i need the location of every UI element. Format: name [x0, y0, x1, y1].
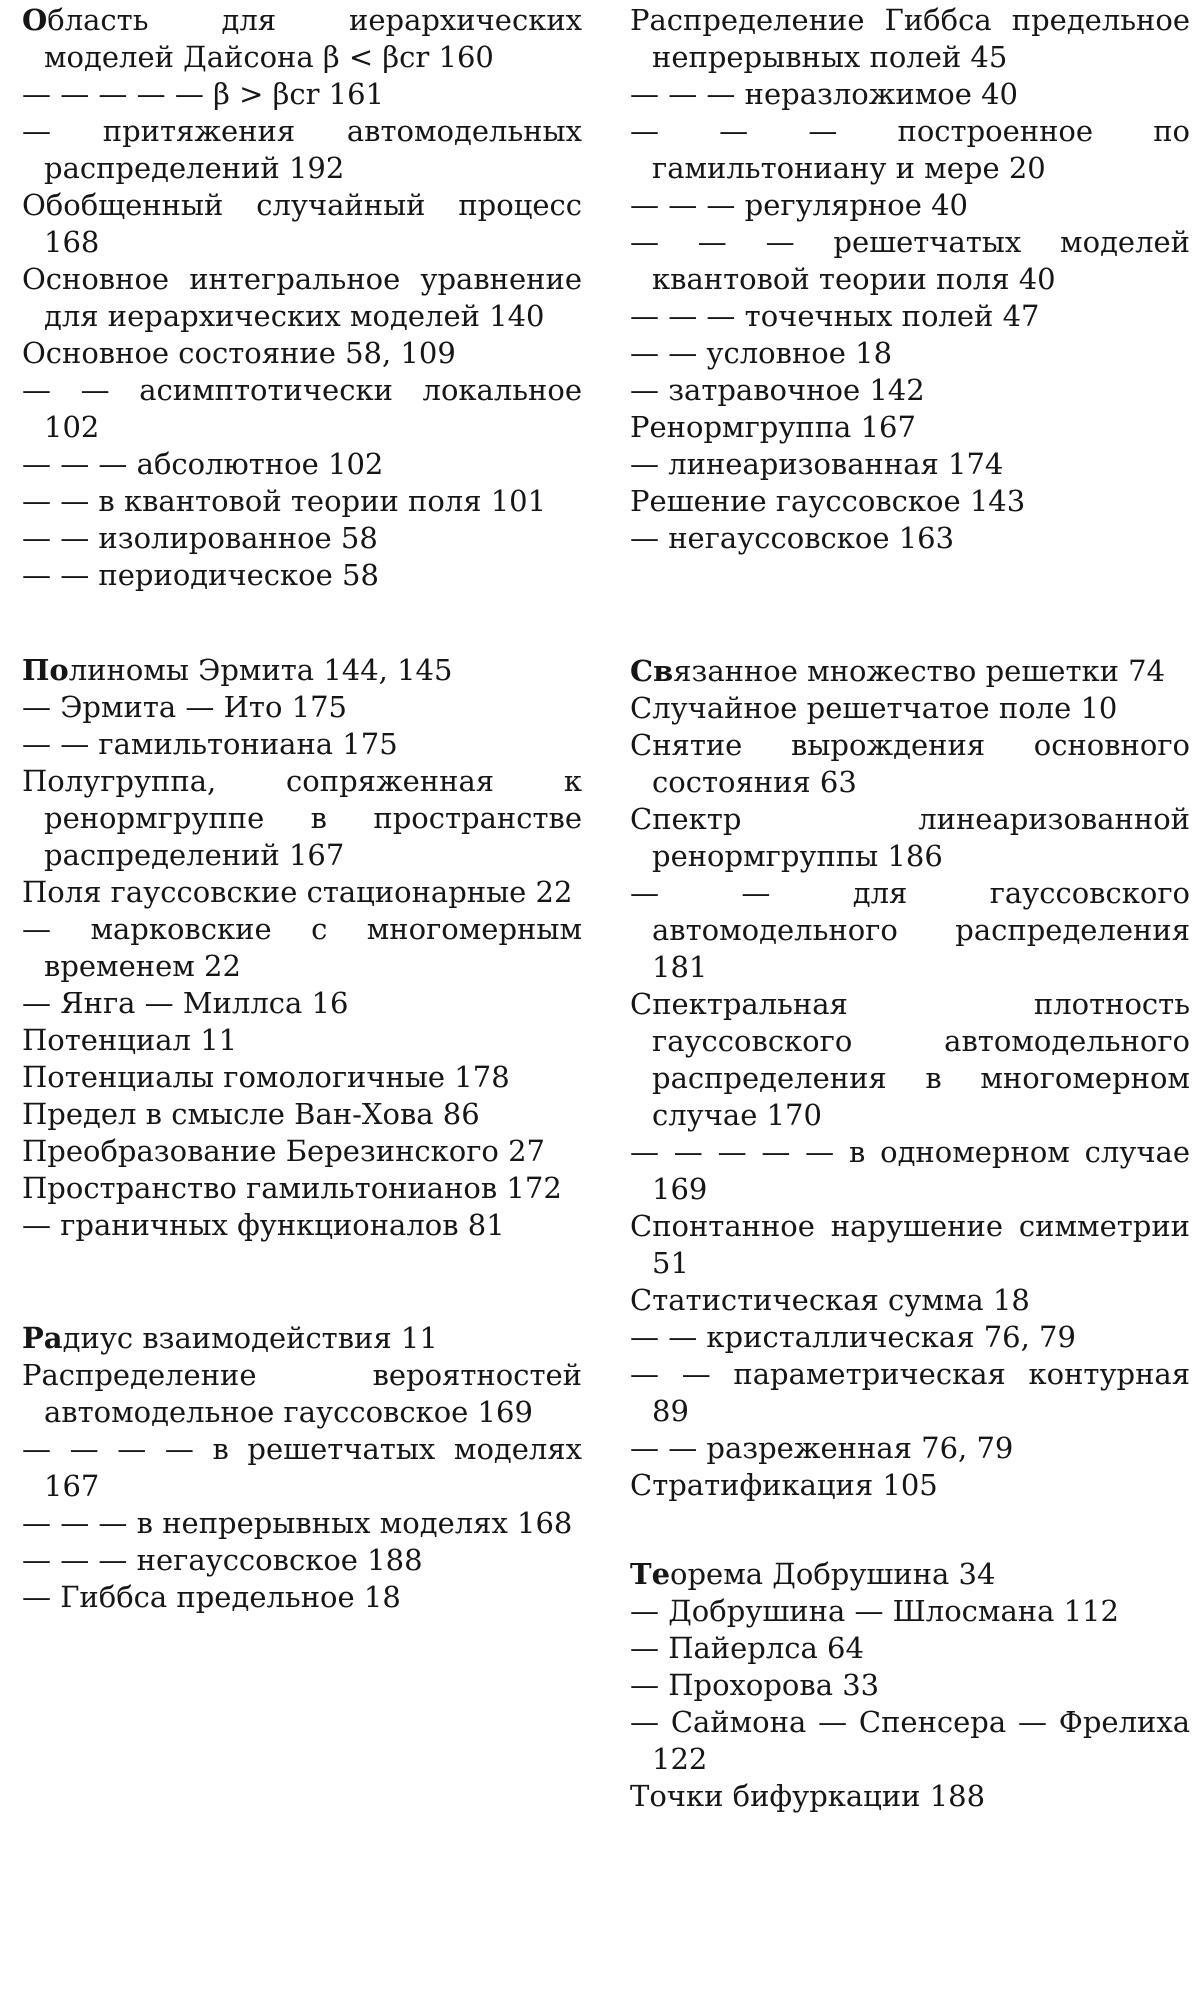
index-entry	[22, 1059, 582, 1096]
index-entry	[22, 113, 582, 187]
index-entry	[630, 1134, 1190, 1208]
entry-text: Основное состояние 58, 109	[22, 336, 456, 370]
entry-text: диус взаимодействия 11	[62, 1321, 438, 1355]
entry-text: Предел в смысле Ван-Хова 86	[22, 1097, 480, 1131]
index-group-r	[22, 1320, 582, 1616]
entry-text: — Саймона — Спенсера — Фрелиха 122	[630, 1705, 1190, 1776]
entry-text: — негауссовское 163	[630, 521, 955, 555]
entry-initial: Св	[630, 654, 674, 688]
entry-text: линомы Эрмита 144, 145	[68, 653, 453, 687]
index-entry	[630, 76, 1190, 113]
index-entry	[630, 409, 1190, 446]
index-entry	[22, 1320, 582, 1357]
entry-text: Точки бифуркации 188	[630, 1779, 986, 1813]
entry-text: Ренормгруппа 167	[630, 410, 916, 444]
entry-text: — — — построенное по гамильтониану и мере 20	[630, 114, 1190, 185]
entry-text: Спектральная плотность гауссовского автомодельного распределения в многомерном случае 170	[630, 987, 1190, 1132]
entry-initial: По	[22, 653, 69, 687]
index-entry	[630, 1556, 1190, 1593]
entry-text: — Гиббса предельное 18	[22, 1580, 401, 1614]
entry-text: — затравочное 142	[630, 373, 925, 407]
index-entry	[22, 985, 582, 1022]
entry-text: — притяжения автомодельных распределений 192	[22, 114, 582, 185]
entry-text: Поля гауссовские стационарные 22	[22, 875, 573, 909]
index-entry	[630, 1430, 1190, 1467]
entry-text: Обобщенный случайный процесс 168	[22, 188, 582, 259]
index-entry	[630, 653, 1190, 690]
index-entry	[22, 726, 582, 763]
index-entry	[630, 1667, 1190, 1704]
entry-text: — — — регулярное 40	[630, 188, 968, 222]
index-entry	[630, 372, 1190, 409]
entry-initial: Ра	[22, 1321, 63, 1355]
index-entry	[630, 1778, 1190, 1815]
index-entry	[630, 1467, 1190, 1504]
index-entry	[630, 113, 1190, 187]
entry-text: — марковские с многомерным временем 22	[22, 912, 582, 983]
index-entry	[22, 335, 582, 372]
index-entry	[630, 1356, 1190, 1430]
index-entry	[630, 446, 1190, 483]
entry-text: орема Добрушина 34	[670, 1557, 996, 1591]
index-group-t	[630, 1556, 1190, 1815]
entry-text: Статистическая сумма 18	[630, 1283, 1030, 1317]
index-entry	[22, 557, 582, 594]
entry-text: — — периодическое 58	[22, 558, 379, 592]
index-entry	[630, 2, 1190, 76]
index-entry	[22, 261, 582, 335]
index-entry	[630, 690, 1190, 727]
index-entry	[22, 1096, 582, 1133]
entry-text: Пространство гамильтонианов 172	[22, 1171, 562, 1205]
entry-text: — — — решетчатых моделей квантовой теории поля 40	[630, 225, 1190, 296]
entry-text: — — в квантовой теории поля 101	[22, 484, 547, 518]
entry-text: Решение гауссовское 143	[630, 484, 1026, 518]
entry-text: — — — в непрерывных моделях 168	[22, 1506, 573, 1540]
index-entry	[630, 1282, 1190, 1319]
entry-initial: Те	[630, 1557, 671, 1591]
index-entry	[630, 187, 1190, 224]
entry-text: — — гамильтониана 175	[22, 727, 398, 761]
entry-text: — — — неразложимое 40	[630, 77, 1019, 111]
entry-text: Потенциалы гомологичные 178	[22, 1060, 510, 1094]
index-entry	[630, 801, 1190, 875]
entry-text: — Добрушина — Шлосмана 112	[630, 1594, 1119, 1628]
index-entry	[22, 1207, 582, 1244]
index-entry	[22, 763, 582, 874]
index-entry	[22, 1542, 582, 1579]
entry-text: — — асимптотически локальное 102	[22, 373, 582, 444]
entry-text: Полугруппа, сопряженная к ренормгруппе в пространстве распределений 167	[22, 764, 582, 872]
entry-text: — — параметрическая контурная 89	[630, 1357, 1190, 1428]
index-entry	[22, 1170, 582, 1207]
index-group-r-continued	[630, 2, 1190, 557]
entry-text: — — разреженная 76, 79	[630, 1431, 1014, 1465]
entry-text: язанное множество решетки 74	[673, 654, 1166, 688]
index-entry	[22, 372, 582, 446]
entry-text: — — — негауссовское 188	[22, 1543, 423, 1577]
index-entry	[630, 727, 1190, 801]
entry-text: — — — — — в одномерном случае 169	[630, 1135, 1190, 1206]
entry-text: — — изолированное 58	[22, 521, 378, 555]
entry-text: — — для гауссовского автомодельного распределения 181	[630, 876, 1190, 984]
index-entry	[22, 1357, 582, 1431]
index-entry	[630, 298, 1190, 335]
index-entry	[630, 224, 1190, 298]
entry-text: Распределение вероятностей автомодельное гауссовское 169	[22, 1358, 582, 1429]
index-entry	[630, 986, 1190, 1134]
entry-text: — линеаризованная 174	[630, 447, 1004, 481]
index-column-right	[630, 2, 1190, 1815]
index-entry	[630, 1704, 1190, 1778]
index-entry	[22, 520, 582, 557]
index-entry	[630, 483, 1190, 520]
entry-text: Основное интегральное уравнение для иерархических моделей 140	[22, 262, 582, 333]
index-entry	[22, 2, 582, 76]
entry-text: Распределение Гиббса предельное непрерывных полей 45	[630, 3, 1190, 74]
entry-text: — Прохорова 33	[630, 1668, 880, 1702]
entry-text: — — — абсолютное 102	[22, 447, 384, 481]
entry-text: Стратификация 105	[630, 1468, 938, 1502]
index-entry	[22, 1505, 582, 1542]
index-entry	[22, 1579, 582, 1616]
index-entry	[630, 520, 1190, 557]
index-entry	[22, 652, 582, 689]
group-spacer	[22, 594, 582, 652]
index-entry	[630, 1630, 1190, 1667]
entry-text: — — — точечных полей 47	[630, 299, 1040, 333]
entry-text: Снятие вырождения основного состояния 63	[630, 728, 1190, 799]
entry-text: бласть для иерархических моделей Дайсона β < βcr 160	[44, 3, 582, 74]
index-group-o	[22, 2, 582, 594]
index-entry	[22, 689, 582, 726]
index-entry	[22, 187, 582, 261]
entry-text: — Янга — Миллса 16	[22, 986, 349, 1020]
entry-text: — — — — — β > βcr 161	[22, 77, 385, 111]
index-entry	[22, 1022, 582, 1059]
index-column-left	[22, 2, 582, 1616]
entry-text: — Эрмита — Ито 175	[22, 690, 347, 724]
entry-text: — Пайерлса 64	[630, 1631, 864, 1665]
index-entry	[630, 1593, 1190, 1630]
entry-text: Случайное решетчатое поле 10	[630, 691, 1118, 725]
entry-text: — — — — в решетчатых моделях 167	[22, 1432, 582, 1503]
index-entry	[22, 76, 582, 113]
entry-text: — — кристаллическая 76, 79	[630, 1320, 1076, 1354]
index-entry	[22, 1133, 582, 1170]
entry-text: Потенциал 11	[22, 1023, 238, 1057]
group-spacer	[22, 1244, 582, 1320]
group-spacer	[630, 557, 1190, 653]
group-spacer	[630, 1504, 1190, 1556]
entry-text: — граничных функционалов 81	[22, 1208, 505, 1242]
index-entry	[22, 1431, 582, 1505]
entry-initial: О	[22, 3, 48, 37]
entry-text: Спонтанное нарушение симметрии 51	[630, 1209, 1190, 1280]
entry-text: Преобразование Березинского 27	[22, 1134, 545, 1168]
index-entry	[630, 1319, 1190, 1356]
index-entry	[22, 483, 582, 520]
index-entry	[22, 446, 582, 483]
index-entry	[22, 911, 582, 985]
index-entry	[22, 874, 582, 911]
index-entry	[630, 1208, 1190, 1282]
index-entry	[630, 875, 1190, 986]
index-entry	[630, 335, 1190, 372]
entry-text: — — условное 18	[630, 336, 893, 370]
entry-text: Спектр линеаризованной ренормгруппы 186	[630, 802, 1190, 873]
index-group-p	[22, 652, 582, 1244]
index-group-s	[630, 653, 1190, 1504]
